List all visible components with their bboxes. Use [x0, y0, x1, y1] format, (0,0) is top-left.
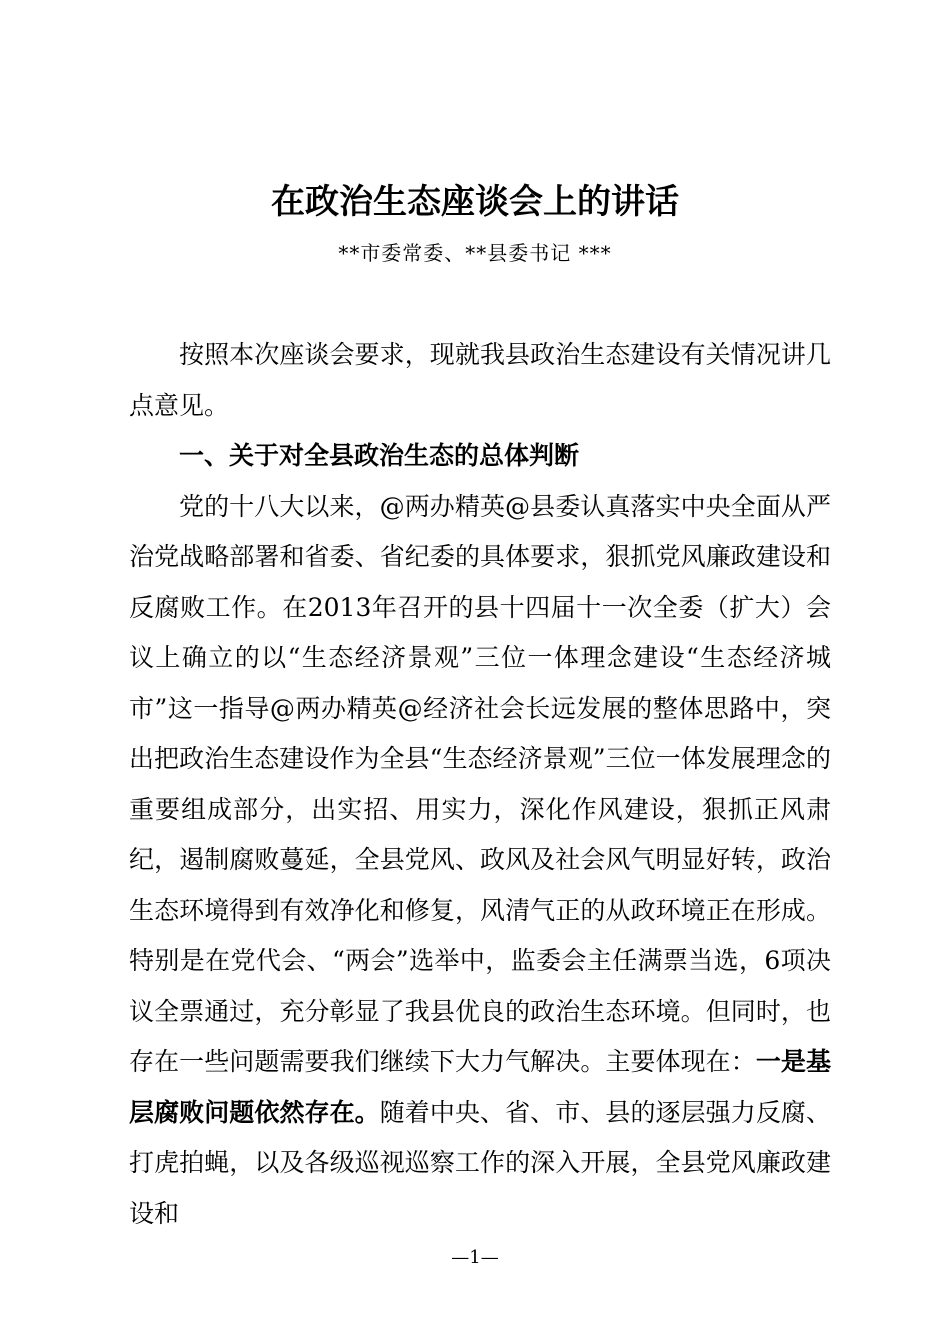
paragraph-text-part1: 党的十八大以来，@两办精英@县委认真落实中央全面从严治党战略部署和省委、省纪委的具体要求，狠抓党风廉政建设和反腐败工作。在2013年召开的县十四届十一次全委（扩大）会议上确立的以“生态经济景观”三位一体理念建设“生态经济城市”这一指导@两办精英@经济社会长远发展的整体思路中，突出把政治生态建设作为全县“生态经济景观”三位一体发展理念的重要组成部分，出实招、用实力，深化作风建设，狠抓正风肃纪，遏制腐败蔓延，全县党风、政风及社会风气明显好转，政治生态环境得到有效净化和修复，风清气正的从政环境正在形成。特别是在党代会、“两会”选举中，监委会主任满票当选，6项决议全票通过，充分彰显了我县优良的政治生态环境。但同时，也存在一些问题需要我们继续下大力气解决。主要体现在：: [129, 491, 831, 1076]
section-heading: 一、关于对全县政治生态的总体判断: [179, 441, 580, 470]
page-number: —1—: [451, 1247, 499, 1268]
paragraph-text-part2: 随着中央、省、市、县的逐层强力反腐、打虎拍蝇，以及各级巡视巡察工作的深入开展，全县党风廉政建设和: [129, 1097, 831, 1228]
document-title: 在政治生态座谈会上的讲话: [271, 182, 679, 222]
document-subtitle: **市委常委、**县委书记 ***: [338, 241, 612, 265]
paragraph-bold-point: 一是基层腐败问题依然存在。: [129, 1047, 831, 1127]
intro-paragraph: 按照本次座谈会要求，现就我县政治生态建设有关情况讲几点意见。: [129, 340, 831, 420]
body-paragraph: [129, 482, 831, 1240]
document-body: [129, 330, 831, 1239]
